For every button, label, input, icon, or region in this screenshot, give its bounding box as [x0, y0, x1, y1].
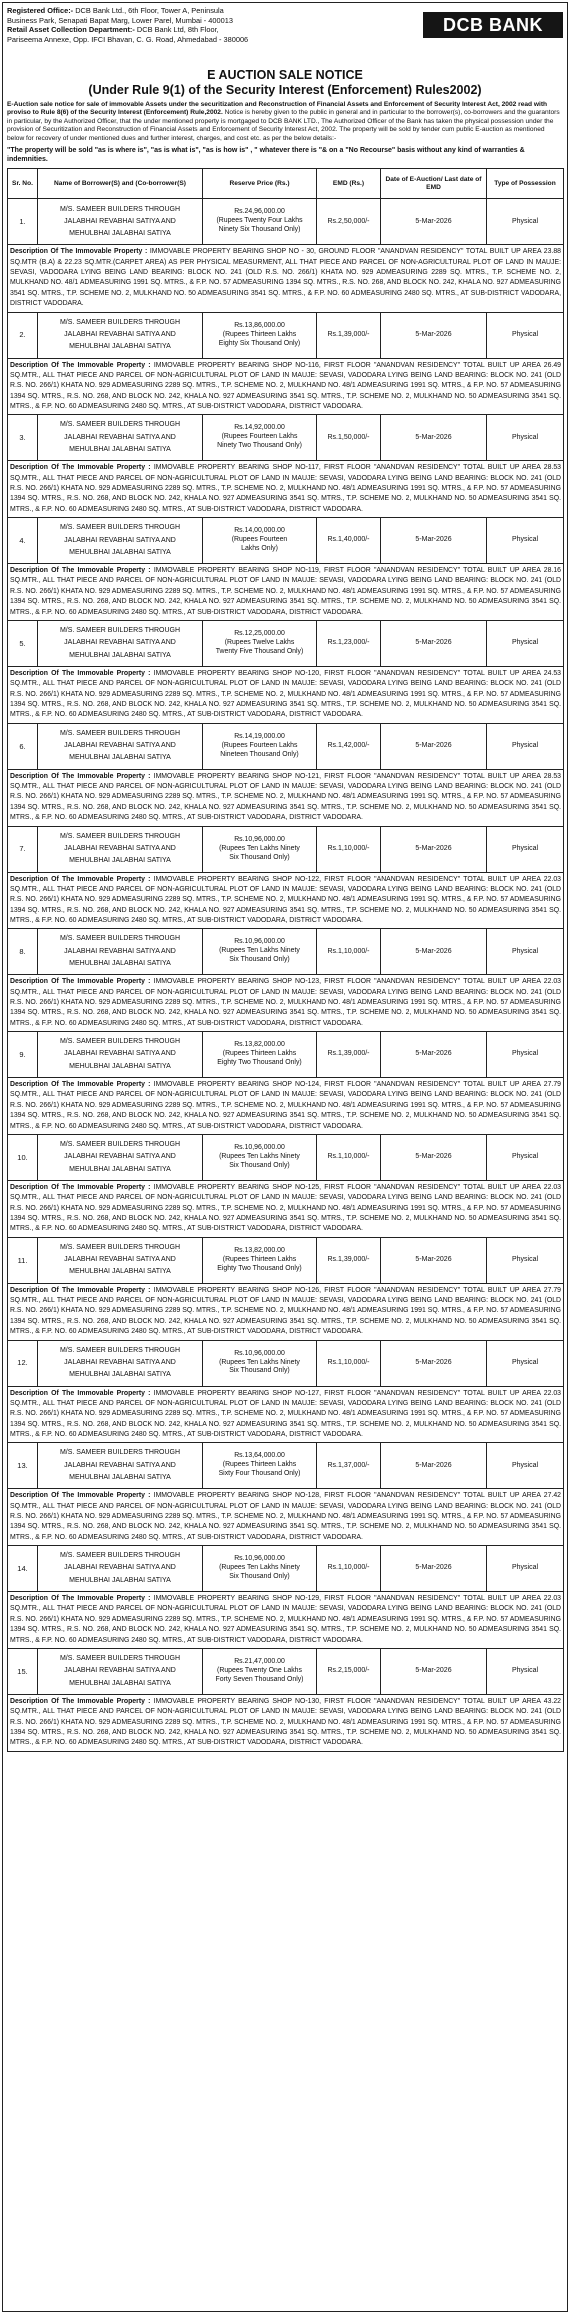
registered-office-label: Registered Office:-	[7, 6, 74, 15]
emd-cell: Rs.1,10,000/-	[317, 826, 381, 872]
reserve-price-cell	[203, 1237, 317, 1283]
table-row	[8, 826, 564, 872]
borrower-name-line: M/S. SAMEER BUILDERS THROUGH	[59, 935, 181, 943]
reserve-price-line: (Rupees Ten Lakhs Ninety	[219, 844, 300, 852]
borrower-name-line: MEHULBHAI JALABHAI SATIYA	[69, 1576, 171, 1584]
borrower-name-line: MEHULBHAI JALABHAI SATIYA	[69, 1679, 171, 1687]
property-description-text: IMMOVABLE PROPERTY BEARING SHOP NO-124, FIRST FLOOR "ANANDVAN RESIDENCY" TOTAL BUILT UP AREA 27.79 SQ.MTR., ALL THAT PIECE AND PARCEL OF NON-AGRICULTURAL PLOT OF LAND IN MAUJE: SEVASI, VADODARA LYING BEING LAND BEARING: BLOCK NO. 241 (OLD R.S. NO. 266/1) KHATA NO. 929 ADMEASURING 2289 SQ. MTRS., T.P. SCHEME NO. 2, MULKHAND NO. 48/1 ADMEASURING 1991 SQ. MTRS., & F.P. NO. 57 ADMEASURING 1394 SQ. MTRS., R.S. NO. 268, AND BLOCK NO. 242, KHALA NO. 927 ADMEASURING 3541 SQ. MTRS., T.P. SCHEME NO. 2, MULKHAND NO. 50 ADMEASURING 3541 SQ. MTRS., & F.P. NO. 60 ADMEASURING 2480 SQ. MTRS., AT SUB-DISTRICT VADODARA, DISTRICT VADODARA.	[10, 1081, 562, 1130]
reserve-price-line: (Rupees Twenty Four Lakhs	[216, 217, 303, 225]
registered-office-line1: DCB Bank Ltd., 6th Floor, Tower A, Peninsula	[75, 6, 224, 15]
emd-cell: Rs.1,37,000/-	[317, 1443, 381, 1489]
sr-no-cell: 4.	[8, 518, 38, 564]
borrower-name-line: MEHULBHAI JALABHAI SATIYA	[69, 1473, 171, 1481]
reserve-price-line: Ninety Two Thousand Only)	[217, 442, 302, 450]
property-description-row	[8, 872, 564, 929]
borrower-cell	[38, 518, 203, 564]
property-description-row	[8, 1694, 564, 1751]
emd-cell: Rs.1,39,000/-	[317, 1032, 381, 1078]
registered-office-line2: Business Park, Senapati Bapat Marg, Lower Parel, Mumbai - 400013	[7, 15, 233, 25]
borrower-cell	[38, 723, 203, 769]
emd-cell: Rs.1,42,000/-	[317, 723, 381, 769]
table-header-row	[8, 169, 564, 199]
borrower-name-line: M/S. SAMEER BUILDERS THROUGH	[59, 1038, 181, 1046]
reserve-price-line: (Rupees Ten Lakhs Ninety	[219, 1564, 300, 1572]
sr-no-cell: 1.	[8, 199, 38, 245]
sr-no-cell: 10.	[8, 1134, 38, 1180]
registered-office	[7, 6, 402, 16]
property-description-cell	[8, 564, 564, 621]
reserve-price-line: Rs.10,96,000.00	[234, 1143, 285, 1151]
property-description-label: Description Of The Immovable Property :	[10, 1286, 151, 1294]
reserve-price-cell	[203, 1340, 317, 1386]
reserve-price-cell	[203, 929, 317, 975]
table-row	[8, 723, 564, 769]
reserve-price-line: Rs.13,86,000.00	[234, 321, 285, 329]
property-description-cell	[8, 1283, 564, 1340]
possession-cell: Physical	[487, 415, 564, 461]
reserve-price-line: Six Thousand Only)	[229, 853, 290, 861]
table-row	[8, 1443, 564, 1489]
table-row	[8, 1032, 564, 1078]
sr-no-cell: 7.	[8, 826, 38, 872]
auction-date-cell: 5-Mar-2026	[381, 826, 487, 872]
property-description-text: IMMOVABLE PROPERTY BEARING SHOP NO-123, FIRST FLOOR "ANANDVAN RESIDENCY" TOTAL BUILT UP AREA 22.03 SQ.MTR., ALL THAT PIECE AND PARCEL OF NON-AGRICULTURAL PLOT OF LAND IN MAUJE: SEVASI, VADODARA LYING BEING LAND BEARING: BLOCK NO. 241 (OLD R.S. NO. 266/1) KHATA NO. 929 ADMEASURING 2289 SQ. MTRS., T.P. SCHEME NO. 2, MULKHAND NO. 48/1 ADMEASURING 1991 SQ. MTRS., & F.P. NO. 57 ADMEASURING 1394 SQ. MTRS., R.S. NO. 268, AND BLOCK NO. 242, KHALA NO. 927 ADMEASURING 3541 SQ. MTRS., T.P. SCHEME NO. 2, MULKHAND NO. 50 ADMEASURING 3541 SQ. MTRS., & F.P. NO. 60 ADMEASURING 2480 SQ. MTRS., AT SUB-DISTRICT VADODARA, DISTRICT VADODARA.	[10, 978, 562, 1027]
borrower-name-line: JALABHAI REVABHAI SATIYA AND	[64, 1667, 176, 1675]
borrower-name-line: M/S. SAMEER BUILDERS THROUGH	[59, 1141, 181, 1149]
emd-cell: Rs.2,15,000/-	[317, 1648, 381, 1694]
property-description-cell	[8, 1489, 564, 1546]
property-description-label: Description Of The Immovable Property :	[10, 567, 151, 575]
header-possession: Type of Possession	[487, 169, 564, 199]
reserve-price-line: Rs.13,82,000.00	[234, 1246, 285, 1254]
possession-cell: Physical	[487, 199, 564, 245]
auction-date-cell: 5-Mar-2026	[381, 1134, 487, 1180]
reserve-price-line: Sixty Four Thousand Only)	[218, 1470, 301, 1478]
possession-cell: Physical	[487, 620, 564, 666]
possession-cell: Physical	[487, 929, 564, 975]
table-row	[8, 1648, 564, 1694]
table-row	[8, 1134, 564, 1180]
notice-title: E AUCTION SALE NOTICE	[207, 68, 363, 82]
property-description-cell	[8, 1592, 564, 1649]
reserve-price-line: Rs.13,82,000.00	[234, 1041, 285, 1049]
property-description-label: Description Of The Immovable Property :	[10, 248, 148, 256]
reserve-price-line: Rs.14,92,000.00	[234, 424, 285, 432]
reserve-price-line: Rs.10,96,000.00	[234, 835, 285, 843]
table-row	[8, 312, 564, 358]
table-row	[8, 1237, 564, 1283]
notice-header	[7, 6, 563, 70]
reserve-price-line: (Rupees Twelve Lakhs	[224, 638, 295, 646]
retail-asset-dept-label: Retail Asset Collection Department:-	[7, 25, 135, 35]
property-description-label: Description Of The Immovable Property :	[10, 1595, 151, 1603]
property-description-label: Description Of The Immovable Property :	[10, 875, 151, 883]
borrower-name-line: JALABHAI REVABHAI SATIYA AND	[64, 639, 176, 647]
notice-intro	[7, 101, 563, 143]
borrower-cell	[38, 1134, 203, 1180]
sr-no-cell: 5.	[8, 620, 38, 666]
borrower-name-line: M/S. SAMEER BUILDERS THROUGH	[59, 729, 181, 737]
possession-cell: Physical	[487, 518, 564, 564]
auction-date-cell: 5-Mar-2026	[381, 620, 487, 666]
reserve-price-line: Rs.10,96,000.00	[234, 1349, 285, 1357]
property-description-cell	[8, 1386, 564, 1443]
table-row	[8, 199, 564, 245]
emd-cell: Rs.1,39,000/-	[317, 1237, 381, 1283]
property-description-text: IMMOVABLE PROPERTY BEARING SHOP NO-127, FIRST FLOOR "ANANDVAN RESIDENCY" TOTAL BUILT UP AREA 22.03 SQ.MTR., ALL THAT PIECE AND PARCEL OF NON-AGRICULTURAL PLOT OF LAND IN MAUJE: SEVASI, VADODARA LYING BEING LAND BEARING: BLOCK NO. 241 (OLD R.S. NO. 266/1) KHATA NO. 929 ADMEASURING 2289 SQ. MTRS., T.P. SCHEME NO. 2, MULKHAND NO. 48/1 ADMEASURING 1991 SQ. MTRS., & F.P. NO. 57 ADMEASURING 1394 SQ. MTRS., R.S. NO. 268, AND BLOCK NO. 242, KHALA NO. 927 ADMEASURING 3541 SQ. MTRS., T.P. SCHEME NO. 2, MULKHAND NO. 50 ADMEASURING 3541 SQ. MTRS., & F.P. NO. 60 ADMEASURING 2480 SQ. MTRS., AT SUB-DISTRICT VADODARA, DISTRICT VADODARA.	[10, 1389, 562, 1438]
auction-date-cell: 5-Mar-2026	[381, 1443, 487, 1489]
table-row	[8, 415, 564, 461]
borrower-name-line: MEHULBHAI JALABHAI SATIYA	[69, 754, 171, 762]
borrower-name-line: MEHULBHAI JALABHAI SATIYA	[69, 1268, 171, 1276]
reserve-price-line: (Rupees Ten Lakhs Ninety	[219, 1358, 300, 1366]
sr-no-cell: 9.	[8, 1032, 38, 1078]
property-description-label: Description Of The Immovable Property :	[10, 1389, 151, 1397]
sr-no-cell: 15.	[8, 1648, 38, 1694]
reserve-price-line: Rs.13,64,000.00	[234, 1452, 285, 1460]
possession-cell: Physical	[487, 826, 564, 872]
emd-cell: Rs.1,10,000/-	[317, 1134, 381, 1180]
reserve-price-line: Twenty Five Thousand Only)	[215, 647, 304, 655]
borrower-name-line: JALABHAI REVABHAI SATIYA AND	[64, 1050, 176, 1058]
property-description-text: IMMOVABLE PROPERTY BEARING SHOP NO-119, FIRST FLOOR "ANANDVAN RESIDENCY" TOTAL BUILT UP AREA 28.16 SQ.MTR., ALL THAT PIECE AND PARCEL OF NON-AGRICULTURAL PLOT OF LAND IN MAUJE: SEVASI, VADODARA LYING BEING LAND BEARING: BLOCK NO. 241 (OLD R.S. NO. 266/1) KHATA NO. 929 ADMEASURING 2289 SQ. MTRS., T.P. SCHEME NO. 2, MULKHAND NO. 48/1 ADMEASURING 1991 SQ. MTRS., & F.P. NO. 57 ADMEASURING 1394 SQ. MTRS., R.S. NO. 268, AND BLOCK NO. 242, KHALA NO. 927 ADMEASURING 3541 SQ. MTRS., T.P. SCHEME NO. 2, MULKHAND NO. 50 ADMEASURING 3541 SQ. MTRS., & F.P. NO. 60 ADMEASURING 2480 SQ. MTRS., AT SUB-DISTRICT VADODARA, DISTRICT VADODARA.	[10, 567, 561, 616]
borrower-name-line: JALABHAI REVABHAI SATIYA AND	[64, 1153, 176, 1161]
emd-cell: Rs.1,39,000/-	[317, 312, 381, 358]
emd-cell: Rs.1,40,000/-	[317, 518, 381, 564]
reserve-price-cell	[203, 620, 317, 666]
borrower-name-line: JALABHAI REVABHAI SATIYA AND	[64, 536, 176, 544]
property-description-row	[8, 1283, 564, 1340]
borrower-name-line: JALABHAI REVABHAI SATIYA AND	[64, 742, 176, 750]
possession-cell: Physical	[487, 1546, 564, 1592]
auction-date-cell: 5-Mar-2026	[381, 929, 487, 975]
borrower-name-line: M/S. SAMEER BUILDERS THROUGH	[59, 832, 181, 840]
reserve-price-line: Ninety Six Thousand Only)	[218, 226, 301, 234]
reserve-price-line: Rs.14,00,000.00	[234, 527, 285, 535]
reserve-price-line: (Rupees Thirteen Lakhs	[222, 1461, 297, 1469]
header-reserve-price: Reserve Price (Rs.)	[203, 169, 317, 199]
auction-date-cell: 5-Mar-2026	[381, 312, 487, 358]
reserve-price-line: Eighty Two Thousand Only)	[217, 1264, 302, 1272]
notice-page	[2, 2, 568, 2312]
property-description-label: Description Of The Immovable Property :	[10, 1697, 151, 1705]
borrower-name-line: M/S. SAMEER BUILDERS THROUGH	[59, 205, 181, 213]
dcb-bank-logo: DCB BANK	[423, 12, 563, 38]
table-row	[8, 929, 564, 975]
sr-no-cell: 12.	[8, 1340, 38, 1386]
header-borrower: Name of Borrower(S) and (Co-borrower(S)	[38, 169, 203, 199]
property-description-text: IMMOVABLE PROPERTY BEARING SHOP NO-121, FIRST FLOOR "ANANDVAN RESIDENCY" TOTAL BUILT UP AREA 28.53 SQ.MTR., ALL THAT PIECE AND PARCEL OF NON-AGRICULTURAL PLOT OF LAND IN MAUJE: SEVASI, VADODARA LYING BEING LAND BEARING: BLOCK NO. 241 (OLD R.S. NO. 266/1) KHATA NO. 929 ADMEASURING 2289 SQ. MTRS., T.P. SCHEME NO. 2, MULKHAND NO. 48/1 ADMEASURING 1991 SQ. MTRS., & F.P. NO. 57 ADMEASURING 1394 SQ. MTRS., R.S. NO. 268, AND BLOCK NO. 242, KHALA NO. 927 ADMEASURING 3541 SQ. MTRS., T.P. SCHEME NO. 2, MULKHAND NO. 50 ADMEASURING 3541 SQ. MTRS., & F.P. NO. 60 ADMEASURING 2480 SQ. MTRS., AT SUB-DISTRICT VADODARA, DISTRICT VADODARA.	[10, 772, 562, 822]
borrower-cell	[38, 1237, 203, 1283]
borrower-name-line: MEHULBHAI JALABHAI SATIYA	[69, 1062, 171, 1070]
borrower-name-line: JALABHAI REVABHAI SATIYA AND	[64, 844, 176, 852]
borrower-name-line: MEHULBHAI JALABHAI SATIYA	[69, 548, 171, 556]
sr-no-cell: 6.	[8, 723, 38, 769]
borrower-name-line: MEHULBHAI JALABHAI SATIYA	[69, 445, 171, 453]
table-row	[8, 620, 564, 666]
auction-date-cell: 5-Mar-2026	[381, 199, 487, 245]
reserve-price-cell	[203, 199, 317, 245]
retail-asset-dept-line2: Pariseema Annexe, Opp. IFCI Bhavan, C. G. Road, Ahmedabad - 380006	[7, 34, 249, 44]
property-description-label: Description Of The Immovable Property :	[10, 1183, 151, 1191]
reserve-price-cell	[203, 1134, 317, 1180]
auction-date-cell: 5-Mar-2026	[381, 1648, 487, 1694]
header-auction-date: Date of E-Auction/ Last date of EMD	[381, 169, 487, 199]
borrower-name-line: M/S. SAMEER BUILDERS THROUGH	[59, 318, 181, 326]
borrower-cell	[38, 199, 203, 245]
reserve-price-cell	[203, 518, 317, 564]
property-description-cell	[8, 245, 564, 312]
reserve-price-line: Eighty Two Thousand Only)	[217, 1059, 302, 1067]
reserve-price-line: Rs.12,25,000.00	[234, 629, 285, 637]
reserve-price-line: (Rupees Thirteen Lakhs	[222, 1255, 297, 1263]
reserve-price-cell	[203, 1546, 317, 1592]
borrower-name-line: M/S. SAMEER BUILDERS THROUGH	[59, 1655, 181, 1663]
property-description-text: IMMOVABLE PROPERTY BEARING SHOP NO-117, FIRST FLOOR "ANANDVAN RESIDENCY" TOTAL BUILT UP AREA 28.53 SQ.MTR., ALL THAT PIECE AND PARCEL OF NON-AGRICULTURAL PLOT OF LAND IN MAUJE: SEVASI, VADODARA LYING BEING LAND BEARING: BLOCK NO. 241 (OLD R.S. NO. 266/1) KHATA NO. 929 ADMEASURING 2289 SQ. MTRS., T.P. SCHEME NO. 2, MULKHAND NO. 48/1 ADMEASURING 1991 SQ. MTRS., & F.P. NO. 57 ADMEASURING 1394 SQ. MTRS., R.S. NO. 268, AND BLOCK NO. 242, KHALA NO. 927 ADMEASURING 3541 SQ. MTRS., T.P. SCHEME NO. 2, MULKHAND NO. 50 ADMEASURING 3541 SQ. MTRS., & F.P. NO. 60 ADMEASURING 2480 SQ. MTRS., AT SUB-DISTRICT VADODARA, DISTRICT VADODARA.	[10, 464, 561, 513]
reserve-price-line: Six Thousand Only)	[229, 956, 290, 964]
borrower-name-line: M/S. SAMEER BUILDERS THROUGH	[59, 524, 181, 532]
possession-cell: Physical	[487, 1032, 564, 1078]
table-row	[8, 1546, 564, 1592]
auction-table-body	[8, 199, 564, 1751]
borrower-name-line: M/S. SAMEER BUILDERS THROUGH	[59, 627, 181, 635]
borrower-cell	[38, 1032, 203, 1078]
reserve-price-line: Nineteen Thousand Only)	[220, 750, 299, 758]
property-description-text: IMMOVABLE PROPERTY BEARING SHOP NO - 30, GROUND FLOOR "ANANDVAN RESIDENCY" TOTAL BUILT UP AREA 23.88 SQ.MTR (B.A) & 22.23 SQ.MTR.(CARPET AREA) AS PER PHYSICAL MEASURMENT, ALL THAT PIECE AND PARCEL OF NON-AGRICULTURAL PLOT OF LAND IN MAUJE: SEVASI, VADODARA LYING BEING LAND BEARING: BLOCK NO. 241 (OLD R.S. NO. 266/1) KHATA NO. 929 ADMEASURING 2289 SQ. MTRS., T.P. SCHEME NO. 2, MULKHAND NO. 48/1 ADMEASURING 1991 SQ. MTRS., & F.P. NO. 57 ADMEASURING 1394 SQ. MTRS., R.S. NO. 268, AND BLOCK NO. 242, KHALA NO. 927 ADMEASURING 3541 SQ. MTRS., T.P. SCHEME NO. 2, MULKHAND NO. 50 ADMEASURING 3541 SQ. MTRS., & F.P. NO. 60 ADMEASURING 2480 SQ. MTRS., AT SUB-DISTRICT VADODARA, DISTRICT VADODARA.	[10, 248, 561, 308]
borrower-name-line: JALABHAI REVABHAI SATIYA AND	[64, 1564, 176, 1572]
borrower-cell	[38, 312, 203, 358]
borrower-name-line: MEHULBHAI JALABHAI SATIYA	[69, 857, 171, 865]
notice-subtitle: (Under Rule 9(1) of the Security Interest (Enforcement) Rules2002)	[88, 83, 482, 97]
as-is-clause: "The property will be sold "as is where is", "as is what is", "as is how is" , " whatever there is "& on a "No Recourse" basis without any kind of warranties & indemnities.	[7, 147, 525, 164]
reserve-price-line: Rs.10,96,000.00	[234, 1555, 285, 1563]
borrower-name-line: MEHULBHAI JALABHAI SATIYA	[69, 1371, 171, 1379]
property-description-row	[8, 1489, 564, 1546]
reserve-price-line: (Rupees Fourteen Lakhs	[221, 741, 298, 749]
property-description-cell	[8, 358, 564, 415]
emd-cell: Rs.1,10,000/-	[317, 1340, 381, 1386]
property-description-label: Description Of The Immovable Property :	[10, 1492, 151, 1500]
borrower-cell	[38, 1546, 203, 1592]
property-description-text: IMMOVABLE PROPERTY BEARING SHOP NO-122, FIRST FLOOR "ANANDVAN RESIDENCY" TOTAL BUILT UP AREA 22.03 SQ.MTR., ALL THAT PIECE AND PARCEL OF NON-AGRICULTURAL PLOT OF LAND IN MAUJE: SEVASI, VADODARA LYING BEING LAND BEARING: BLOCK NO. 241 (OLD R.S. NO. 266/1) KHATA NO. 929 ADMEASURING 2289 SQ. MTRS., T.P. SCHEME NO. 2, MULKHAND NO. 48/1 ADMEASURING 1991 SQ. MTRS., & F.P. NO. 57 ADMEASURING 1394 SQ. MTRS., R.S. NO. 268, AND BLOCK NO. 242, KHALA NO. 927 ADMEASURING 3541 SQ. MTRS., T.P. SCHEME NO. 2, MULKHAND NO. 50 ADMEASURING 3541 SQ. MTRS., & F.P. NO. 60 ADMEASURING 2480 SQ. MTRS., AT SUB-DISTRICT VADODARA, DISTRICT VADODARA.	[10, 875, 562, 924]
retail-asset-dept-line1: DCB Bank Ltd, 8th Floor,	[136, 25, 219, 35]
reserve-price-cell	[203, 1648, 317, 1694]
table-row	[8, 1340, 564, 1386]
retail-asset-dept	[7, 25, 402, 35]
header-emd: EMD (Rs.)	[317, 169, 381, 199]
property-description-row	[8, 1180, 564, 1237]
reserve-price-line: Six Thousand Only)	[229, 1161, 290, 1169]
reserve-price-cell	[203, 826, 317, 872]
reserve-price-line: (Rupees Thirteen Lakhs	[222, 1050, 297, 1058]
emd-cell: Rs.1,23,000/-	[317, 620, 381, 666]
reserve-price-line: (Rupees Ten Lakhs Ninety	[219, 947, 300, 955]
sr-no-cell: 14.	[8, 1546, 38, 1592]
borrower-name-line: JALABHAI REVABHAI SATIYA AND	[64, 330, 176, 338]
reserve-price-line: Forty Seven Thousand Only)	[215, 1675, 304, 1683]
reserve-price-line: Six Thousand Only)	[229, 1367, 290, 1375]
possession-cell: Physical	[487, 1340, 564, 1386]
borrower-cell	[38, 415, 203, 461]
reserve-price-line: Eighty Six Thousand Only)	[218, 339, 301, 347]
reserve-price-line: Six Thousand Only)	[229, 1573, 290, 1581]
borrower-name-line: MEHULBHAI JALABHAI SATIYA	[69, 1165, 171, 1173]
property-description-text: IMMOVABLE PROPERTY BEARING SHOP NO-130, FIRST FLOOR "ANANDVAN RESIDENCY" TOTAL BUILT UP AREA 43.22 SQ.MTR., ALL THAT PIECE AND PARCEL OF NON-AGRICULTURAL PLOT OF LAND IN MAUJE: SEVASI, VADODARA LYING BEING LAND BEARING: BLOCK NO. 241 (OLD R.S. NO. 266/1) KHATA NO. 929 ADMEASURING 2289 SQ. MTRS., T.P. SCHEME NO. 2, MULKHAND NO. 48/1 ADMEASURING 1991 SQ. MTRS., & F.P. NO. 57 ADMEASURING 1394 SQ. MTRS., R.S. NO. 268, AND BLOCK NO. 242, KHALA NO. 927 ADMEASURING 3541 SQ. MTRS., T.P. SCHEME NO. 2, MULKHAND NO. 50 ADMEASURING 3541 SQ. MTRS., & F.P. NO. 60 ADMEASURING 2480 SQ. MTRS., AT SUB-DISTRICT VADODARA, DISTRICT VADODARA.	[10, 1697, 562, 1747]
property-description-row	[8, 1386, 564, 1443]
borrower-cell	[38, 620, 203, 666]
auction-date-cell: 5-Mar-2026	[381, 1032, 487, 1078]
auction-date-cell: 5-Mar-2026	[381, 1237, 487, 1283]
property-description-cell	[8, 769, 564, 826]
borrower-name-line: M/S. SAMEER BUILDERS THROUGH	[59, 1449, 181, 1457]
reserve-price-cell	[203, 1443, 317, 1489]
reserve-price-line: (Rupees Thirteen Lakhs	[222, 330, 297, 338]
borrower-name-line: MEHULBHAI JALABHAI SATIYA	[69, 959, 171, 967]
auction-date-cell: 5-Mar-2026	[381, 1546, 487, 1592]
reserve-price-line: Rs.10,96,000.00	[234, 938, 285, 946]
property-description-cell	[8, 872, 564, 929]
property-description-label: Description Of The Immovable Property :	[10, 669, 151, 677]
possession-cell: Physical	[487, 1443, 564, 1489]
property-description-text: IMMOVABLE PROPERTY BEARING SHOP NO-129, FIRST FLOOR "ANANDVAN RESIDENCY" TOTAL BUILT UP AREA 22.03 SQ.MTR., ALL THAT PIECE AND PARCEL OF NON-AGRICULTURAL PLOT OF LAND IN MAUJE: SEVASI, VADODARA LYING BEING LAND BEARING: BLOCK NO. 241 (OLD R.S. NO. 266/1) KHATA NO. 929 ADMEASURING 2289 SQ. MTRS., T.P. SCHEME NO. 2, MULKHAND NO. 48/1 ADMEASURING 1991 SQ. MTRS., & F.P. NO. 57 ADMEASURING 1394 SQ. MTRS., R.S. NO. 268, AND BLOCK NO. 242, KHALA NO. 927 ADMEASURING 3541 SQ. MTRS., T.P. SCHEME NO. 2, MULKHAND NO. 50 ADMEASURING 3541 SQ. MTRS., & F.P. NO. 60 ADMEASURING 2480 SQ. MTRS., AT SUB-DISTRICT VADODARA, DISTRICT VADODARA.	[10, 1595, 562, 1644]
borrower-name-line: MEHULBHAI JALABHAI SATIYA	[69, 343, 171, 351]
sr-no-cell: 3.	[8, 415, 38, 461]
emd-cell: Rs.1,10,000/-	[317, 929, 381, 975]
notice-intro-body: Notice is hereby given to the public in general and in particular to the borrower(s), co-borrowers and the guarantors in particular, by the Authorized Officer, that the under mentioned property is mortgaged to DCB BANK LTD., The Authorized Officer of the Bank has taken the physical possession under the provision of Securitization and Reconstruction of Financial Assets and Enforcement of Security Interest Act, 2002. The property will be sold by tender cum public E-auction as mentioned below for recovery of under mentioned dues and further interest, charges, and cost etc. as per the below details:-	[7, 109, 560, 142]
possession-cell: Physical	[487, 312, 564, 358]
property-description-text: IMMOVABLE PROPERTY BEARING SHOP NO-125, FIRST FLOOR "ANANDVAN RESIDENCY" TOTAL BUILT UP AREA 22.03 SQ.MTR., ALL THAT PIECE AND PARCEL OF NON-AGRICULTURAL PLOT OF LAND IN MAUJE: SEVASI, VADODARA LYING BEING LAND BEARING: BLOCK NO. 241 (OLD R.S. NO. 266/1) KHATA NO. 929 ADMEASURING 2289 SQ. MTRS., T.P. SCHEME NO. 2, MULKHAND NO. 48/1 ADMEASURING 1991 SQ. MTRS., & F.P. NO. 57 ADMEASURING 1394 SQ. MTRS., R.S. NO. 268, AND BLOCK NO. 242, KHALA NO. 927 ADMEASURING 3541 SQ. MTRS., T.P. SCHEME NO. 2, MULKHAND NO. 50 ADMEASURING 3541 SQ. MTRS., & F.P. NO. 60 ADMEASURING 2480 SQ. MTRS., AT SUB-DISTRICT VADODARA, DISTRICT VADODARA.	[10, 1183, 562, 1233]
reserve-price-cell	[203, 415, 317, 461]
borrower-name-line: MEHULBHAI JALABHAI SATIYA	[69, 230, 171, 237]
reserve-price-cell	[203, 1032, 317, 1078]
borrower-name-line: JALABHAI REVABHAI SATIYA AND	[64, 217, 176, 225]
property-description-label: Description Of The Immovable Property :	[10, 978, 151, 986]
property-description-text: IMMOVABLE PROPERTY BEARING SHOP NO-128, FIRST FLOOR "ANANDVAN RESIDENCY" TOTAL BUILT UP AREA 27.42 SQ.MTR., ALL THAT PIECE AND PARCEL OF NON-AGRICULTURAL PLOT OF LAND IN MAUJE: SEVASI, VADODARA LYING BEING LAND BEARING: BLOCK NO. 241 (OLD R.S. NO. 266/1) KHATA NO. 929 ADMEASURING 2289 SQ. MTRS., T.P. SCHEME NO. 2, MULKHAND NO. 48/1 ADMEASURING 1991 SQ. MTRS., & F.P. NO. 57 ADMEASURING 1394 SQ. MTRS., R.S. NO. 268, AND BLOCK NO. 242, KHALA NO. 927 ADMEASURING 3541 SQ. MTRS., T.P. SCHEME NO. 2, MULKHAND NO. 50 ADMEASURING 3541 SQ. MTRS., & F.P. NO. 60 ADMEASURING 2480 SQ. MTRS., AT SUB-DISTRICT VADODARA, DISTRICT VADODARA.	[10, 1492, 562, 1541]
sr-no-cell: 8.	[8, 929, 38, 975]
borrower-name-line: JALABHAI REVABHAI SATIYA AND	[64, 947, 176, 955]
borrower-name-line: JALABHAI REVABHAI SATIYA AND	[64, 433, 176, 441]
borrower-name-line: MEHULBHAI JALABHAI SATIYA	[69, 651, 171, 659]
reserve-price-line: Rs.14,19,000.00	[234, 732, 285, 740]
auction-date-cell: 5-Mar-2026	[381, 415, 487, 461]
borrower-cell	[38, 929, 203, 975]
notice-intro-heading: E-Auction sale notice for sale of immovable Assets under the securitization and Reconstruction of Financial Assets and Enforcement of Security Interest Act, 2002 read with proviso to Rule 8(6) of the Security Interest (Enforcement) Rule,2002.	[7, 101, 548, 117]
property-description-cell	[8, 666, 564, 723]
sr-no-cell: 2.	[8, 312, 38, 358]
auction-date-cell: 5-Mar-2026	[381, 723, 487, 769]
property-description-label: Description Of The Immovable Property :	[10, 772, 151, 780]
property-description-cell	[8, 461, 564, 518]
reserve-price-line: Rs.24,96,000.00	[234, 208, 285, 216]
reserve-price-line: (Rupees Fourteen Lakhs	[221, 433, 298, 441]
header-srno: Sr. No.	[8, 169, 38, 199]
property-description-row	[8, 358, 564, 415]
emd-cell: Rs.1,10,000/-	[317, 1546, 381, 1592]
borrower-name-line: JALABHAI REVABHAI SATIYA AND	[64, 1358, 176, 1366]
emd-cell: Rs.2,50,000/-	[317, 199, 381, 245]
emd-cell: Rs.1,50,000/-	[317, 415, 381, 461]
reserve-price-cell	[203, 723, 317, 769]
sr-no-cell: 13.	[8, 1443, 38, 1489]
reserve-price-line: Lakhs Only)	[241, 545, 278, 553]
property-description-row	[8, 461, 564, 518]
auction-table	[7, 168, 564, 1751]
borrower-name-line: M/S. SAMEER BUILDERS THROUGH	[59, 1552, 181, 1560]
sr-no-cell: 11.	[8, 1237, 38, 1283]
borrower-cell	[38, 1648, 203, 1694]
property-description-cell	[8, 1180, 564, 1237]
borrower-name-line: M/S. SAMEER BUILDERS THROUGH	[59, 1243, 181, 1251]
property-description-row	[8, 564, 564, 621]
property-description-cell	[8, 1694, 564, 1751]
reserve-price-line: (Rupees Fourteen	[231, 536, 288, 544]
bank-address-block	[7, 6, 402, 45]
reserve-price-line: Rs.21,47,000.00	[234, 1657, 285, 1665]
reserve-price-line: (Rupees Twenty One Lakhs	[217, 1666, 302, 1674]
table-row	[8, 518, 564, 564]
borrower-name-line: M/S. SAMEER BUILDERS THROUGH	[59, 421, 181, 429]
borrower-name-line: JALABHAI REVABHAI SATIYA AND	[64, 1256, 176, 1264]
property-description-label: Description Of The Immovable Property :	[10, 361, 151, 369]
property-description-row	[8, 769, 564, 826]
property-description-cell	[8, 1078, 564, 1135]
possession-cell: Physical	[487, 1134, 564, 1180]
property-description-label: Description Of The Immovable Property :	[10, 1081, 151, 1089]
reserve-price-line: (Rupees Ten Lakhs Ninety	[219, 1152, 300, 1160]
borrower-name-line: JALABHAI REVABHAI SATIYA AND	[64, 1461, 176, 1469]
property-description-row	[8, 245, 564, 312]
borrower-cell	[38, 1443, 203, 1489]
possession-cell: Physical	[487, 1237, 564, 1283]
borrower-cell	[38, 826, 203, 872]
property-description-row	[8, 1078, 564, 1135]
borrower-cell	[38, 1340, 203, 1386]
property-description-row	[8, 975, 564, 1032]
property-description-text: IMMOVABLE PROPERTY BEARING SHOP NO-120, FIRST FLOOR "ANANDVAN RESIDENCY" TOTAL BUILT UP AREA 24.53 SQ.MTR., ALL THAT PIECE AND PARCEL OF NON-AGRICULTURAL PLOT OF LAND IN MAUJE: SEVASI, VADODARA LYING BEING LAND BEARING: BLOCK NO. 241 (OLD R.S. NO. 266/1) KHATA NO. 929 ADMEASURING 2289 SQ. MTRS., T.P. SCHEME NO. 2, MULKHAND NO. 48/1 ADMEASURING 1991 SQ. MTRS., & F.P. NO. 57 ADMEASURING 1394 SQ. MTRS., R.S. NO. 268, AND BLOCK NO. 242, KHALA NO. 927 ADMEASURING 3541 SQ. MTRS., T.P. SCHEME NO. 2, MULKHAND NO. 50 ADMEASURING 3541 SQ. MTRS., & F.P. NO. 60 ADMEASURING 2480 SQ. MTRS., AT SUB-DISTRICT VADODARA, DISTRICT VADODARA.	[10, 669, 562, 719]
auction-date-cell: 5-Mar-2026	[381, 1340, 487, 1386]
property-description-cell	[8, 975, 564, 1032]
property-description-row	[8, 1592, 564, 1649]
possession-cell: Physical	[487, 723, 564, 769]
property-description-text: IMMOVABLE PROPERTY BEARING SHOP NO-126, FIRST FLOOR "ANANDVAN RESIDENCY" TOTAL BUILT UP AREA 27.79 SQ.MTR., ALL THAT PIECE AND PARCEL OF NON-AGRICULTURAL PLOT OF LAND IN MAUJE: SEVASI, VADODARA LYING BEING LAND BEARING: BLOCK NO. 241 (OLD R.S. NO. 266/1) KHATA NO. 929 ADMEASURING 2289 SQ. MTRS., T.P. SCHEME NO. 2, MULKHAND NO. 48/1 ADMEASURING 1991 SQ. MTRS., & F.P. NO. 57 ADMEASURING 1394 SQ. MTRS., R.S. NO. 268, AND BLOCK NO. 242, KHALA NO. 927 ADMEASURING 3541 SQ. MTRS., T.P. SCHEME NO. 2, MULKHAND NO. 50 ADMEASURING 3541 SQ. MTRS., & F.P. NO. 60 ADMEASURING 2480 SQ. MTRS., AT SUB-DISTRICT VADODARA, DISTRICT VADODARA.	[10, 1286, 562, 1336]
auction-date-cell: 5-Mar-2026	[381, 518, 487, 564]
borrower-name-line: M/S. SAMEER BUILDERS THROUGH	[59, 1346, 181, 1354]
property-description-text: IMMOVABLE PROPERTY BEARING SHOP NO-116, FIRST FLOOR "ANANDVAN RESIDENCY" TOTAL BUILT UP AREA 26.49 SQ.MTR., ALL THAT PIECE AND PARCEL OF NON-AGRICULTURAL PLOT OF LAND IN MAUJE: SEVASI, VADODARA LYING BEING LAND BEARING: BLOCK NO. 241 (OLD R.S. NO. 266/1) KHATA NO. 929 ADMEASURING 2289 SQ. MTRS., T.P. SCHEME NO. 2, MULKHAND NO. 48/1 ADMEASURING 1991 SQ. MTRS., & F.P. NO. 57 ADMEASURING 1394 SQ. MTRS., R.S. NO. 268, AND BLOCK NO. 242, KHALA NO. 927 ADMEASURING 3541 SQ. MTRS., T.P. SCHEME NO. 2, MULKHAND NO. 50 ADMEASURING 3541 SQ. MTRS., & F.P. NO. 60 ADMEASURING 2480 SQ. MTRS., AT SUB-DISTRICT VADODARA, DISTRICT VADODARA.	[10, 361, 561, 410]
reserve-price-cell	[203, 312, 317, 358]
possession-cell: Physical	[487, 1648, 564, 1694]
property-description-label: Description Of The Immovable Property :	[10, 464, 151, 472]
property-description-row	[8, 666, 564, 723]
